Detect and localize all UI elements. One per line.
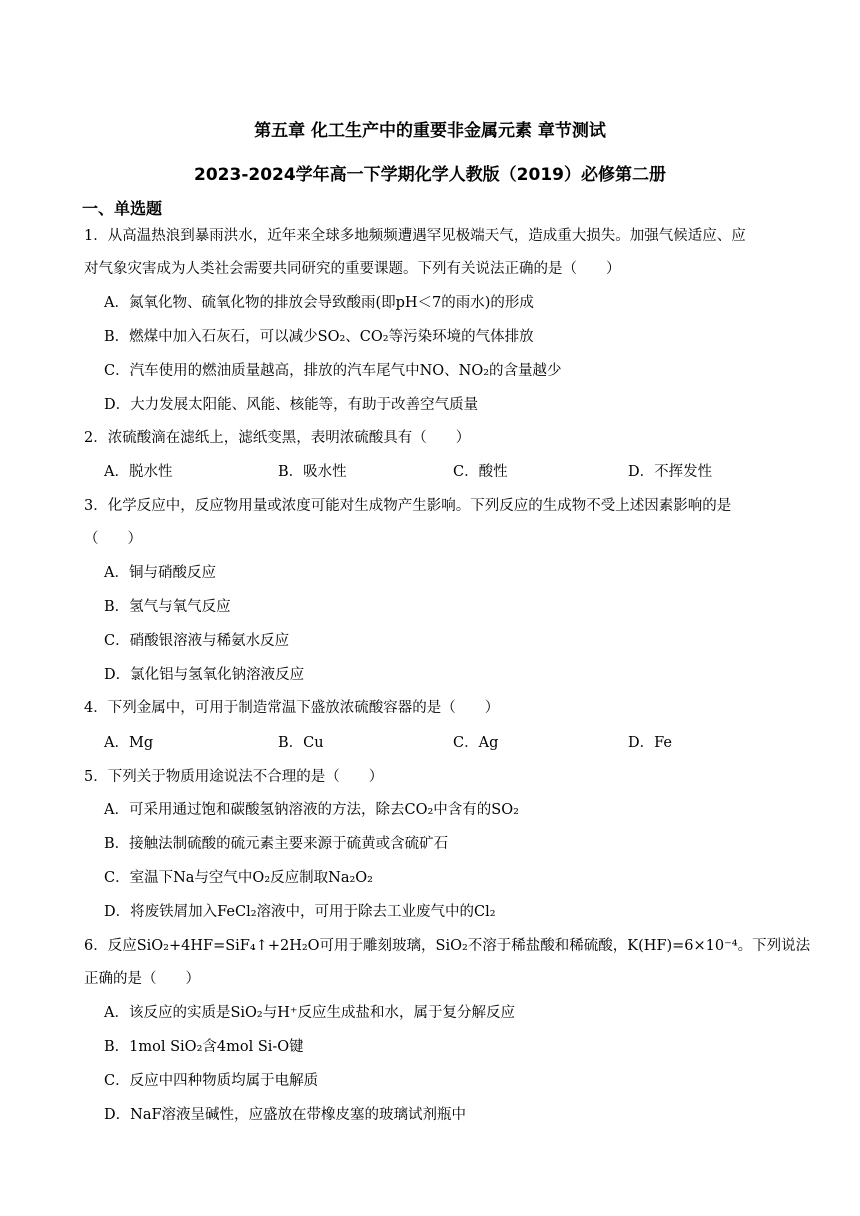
question-3-stem-line-1: 3．化学反应中，反应物用量或浓度可能对生成物产生影响。下列反应的生成物不受上述因素影响的是 [84, 498, 732, 514]
question-4-option-d: D．Fe [628, 735, 672, 751]
question-2-option-b: B．吸水性 [278, 464, 347, 480]
question-1-stem-line-1: 1．从高温热浪到暴雨洪水，近年来全球多地频频遭遇罕见极端天气，造成重大损失。加强气候适应、应 [84, 228, 746, 244]
question-2-option-a: A．脱水性 [104, 464, 173, 480]
question-3-option-c: C．硝酸银溶液与稀氨水反应 [104, 633, 290, 649]
question-5-option-d: D．将废铁屑加入FeCl₂溶液中，可用于除去工业废气中的Cl₂ [104, 904, 496, 920]
question-4-option-b: B．Cu [278, 735, 324, 751]
question-1-option-b: B．燃煤中加入石灰石，可以减少SO₂、CO₂等污染环境的气体排放 [104, 329, 534, 345]
question-6-option-a: A．该反应的实质是SiO₂与H⁺反应生成盐和水，属于复分解反应 [104, 1005, 516, 1021]
question-3-option-b: B．氢气与氧气反应 [104, 599, 231, 615]
question-5-option-c: C．室温下Na与空气中O₂反应制取Na₂O₂ [104, 870, 373, 886]
question-1-stem-line-2: 对气象灾害成为人类社会需要共同研究的重要课题。下列有关说法正确的是（ ） [84, 261, 621, 277]
section-heading: 一、单选题 [82, 199, 163, 218]
question-6-stem-line-2: 正确的是（ ） [84, 971, 200, 987]
question-4-options [0, 733, 860, 753]
question-3-option-a: A．铜与硝酸反应 [104, 565, 216, 581]
question-1-option-c: C．汽车使用的燃油质量越高，排放的汽车尾气中NO、NO₂的含量越少 [104, 363, 562, 379]
question-3-option-d: D．氯化铝与氢氧化钠溶液反应 [104, 667, 305, 683]
question-2-option-d: D．不挥发性 [628, 464, 713, 480]
question-5-stem: 5．下列关于物质用途说法不合理的是（ ） [84, 769, 384, 785]
question-1-option-a: A．氮氧化物、硫氧化物的排放会导致酸雨(即pH＜7的雨水)的形成 [104, 295, 534, 311]
question-6-option-d: D．NaF溶液呈碱性，应盛放在带橡皮塞的玻璃试剂瓶中 [104, 1107, 467, 1123]
document-title: 第五章 化工生产中的重要非金属元素 章节测试 [254, 121, 606, 141]
question-4-stem: 4．下列金属中，可用于制造常温下盛放浓硫酸容器的是（ ） [84, 700, 500, 716]
question-5-option-a: A．可采用通过饱和碳酸氢钠溶液的方法，除去CO₂中含有的SO₂ [104, 802, 519, 818]
question-5-option-b: B．接触法制硫酸的硫元素主要来源于硫黄或含硫矿石 [104, 836, 449, 852]
question-4-option-a: A．Mg [104, 735, 154, 751]
document-subtitle: 2023-2024学年高一下学期化学人教版（2019）必修第二册 [194, 165, 666, 185]
question-2-option-c: C．酸性 [453, 464, 508, 480]
question-4-option-c: C．Ag [453, 735, 499, 751]
question-1-option-d: D．大力发展太阳能、风能、核能等，有助于改善空气质量 [104, 397, 479, 413]
question-2-stem: 2．浓硫酸滴在滤纸上，滤纸变黑，表明浓硫酸具有（ ） [84, 430, 471, 446]
question-6-option-c: C．反应中四种物质均属于电解质 [104, 1073, 319, 1089]
question-2-options [0, 462, 860, 482]
question-6-stem-line-1: 6．反应SiO₂+4HF=SiF₄↑+2H₂O可用于雕刻玻璃，SiO₂不溶于稀盐酸和稀硫酸，K(HF)=6×10⁻⁴。下列说法 [84, 938, 811, 954]
question-3-stem-line-2: （ ） [84, 531, 142, 547]
question-6-option-b: B．1mol SiO₂含4mol Si-O键 [104, 1039, 304, 1055]
